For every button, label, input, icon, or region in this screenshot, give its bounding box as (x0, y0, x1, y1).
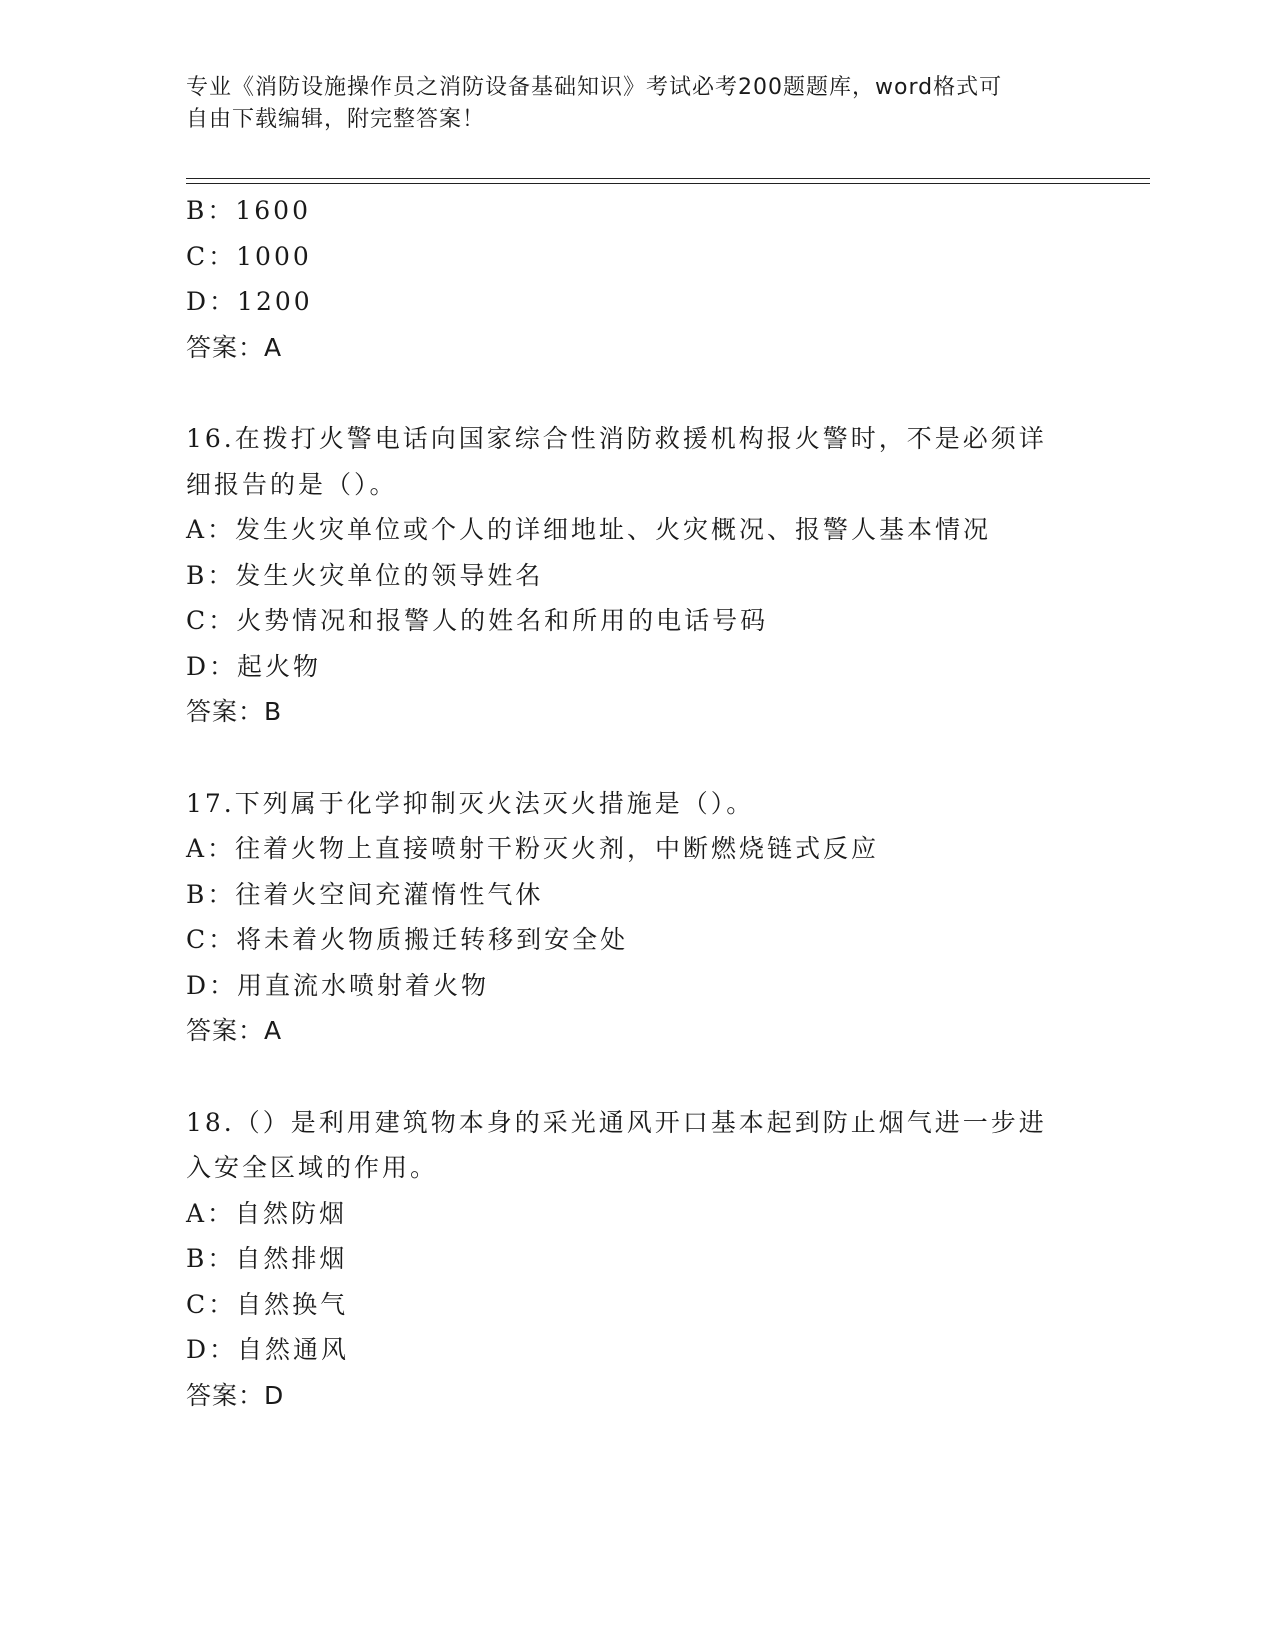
question-text-line-1: 17.下列属于化学抑制灭火法灭火措施是（）。 (186, 788, 755, 818)
option-b: B：1600 (186, 196, 311, 225)
option-c: C：火势情况和报警人的姓名和所用的电话号码 (186, 606, 769, 635)
prev-question-block (186, 188, 1086, 370)
answer-line: 答案：A (186, 332, 283, 362)
question-18-block (186, 1100, 1086, 1419)
question-text-line-2: 入安全区域的作用。 (186, 1153, 439, 1182)
option-b: B：发生火灾单位的领导姓名 (186, 560, 544, 590)
header-line-2: 自由下载编辑，附完整答案！ (186, 107, 486, 132)
option-c: C：将未着火物质搬迁转移到安全处 (186, 925, 629, 954)
header-line-1: 专业《消防设施操作员之消防设备基础知识》考试必考200题题库，word格式可 (186, 75, 1003, 100)
spacer (186, 735, 1086, 781)
answer-line: 答案：D (186, 1380, 285, 1410)
option-c: C：自然换气 (186, 1289, 349, 1319)
question-16-block (186, 416, 1086, 735)
option-d: D：1200 (186, 287, 313, 316)
header-divider-top (186, 178, 1150, 179)
document-header (186, 72, 1066, 136)
spacer (186, 1054, 1086, 1100)
option-a: A：发生火灾单位或个人的详细地址、火灾概况、报警人基本情况 (186, 515, 992, 544)
option-c: C：1000 (186, 241, 312, 271)
answer-line: 答案：A (186, 1016, 283, 1045)
header-divider-bottom (186, 183, 1150, 184)
document-body (186, 188, 1086, 1418)
question-text-line-2: 细报告的是（）。 (186, 469, 398, 499)
option-a: A：往着火物上直接喷射干粉灭火剂，中断燃烧链式反应 (186, 834, 880, 863)
answer-line: 答案：B (186, 697, 283, 726)
spacer (186, 370, 1086, 416)
option-b: B：自然排烟 (186, 1244, 348, 1273)
question-text-line-1: 18.（）是利用建筑物本身的采光通风开口基本起到防止烟气进一步进 (186, 1107, 1047, 1137)
option-a: A：自然防烟 (186, 1198, 348, 1228)
option-d: D：用直流水喷射着火物 (186, 970, 490, 1000)
question-text-line-1: 16.在拨打火警电话向国家综合性消防救援机构报火警时，不是必须详 (186, 424, 1047, 453)
option-d: D：起火物 (186, 651, 322, 681)
option-b: B：往着火空间充灌惰性气休 (186, 879, 544, 909)
question-17-block (186, 781, 1086, 1054)
option-d: D：自然通风 (186, 1335, 350, 1364)
